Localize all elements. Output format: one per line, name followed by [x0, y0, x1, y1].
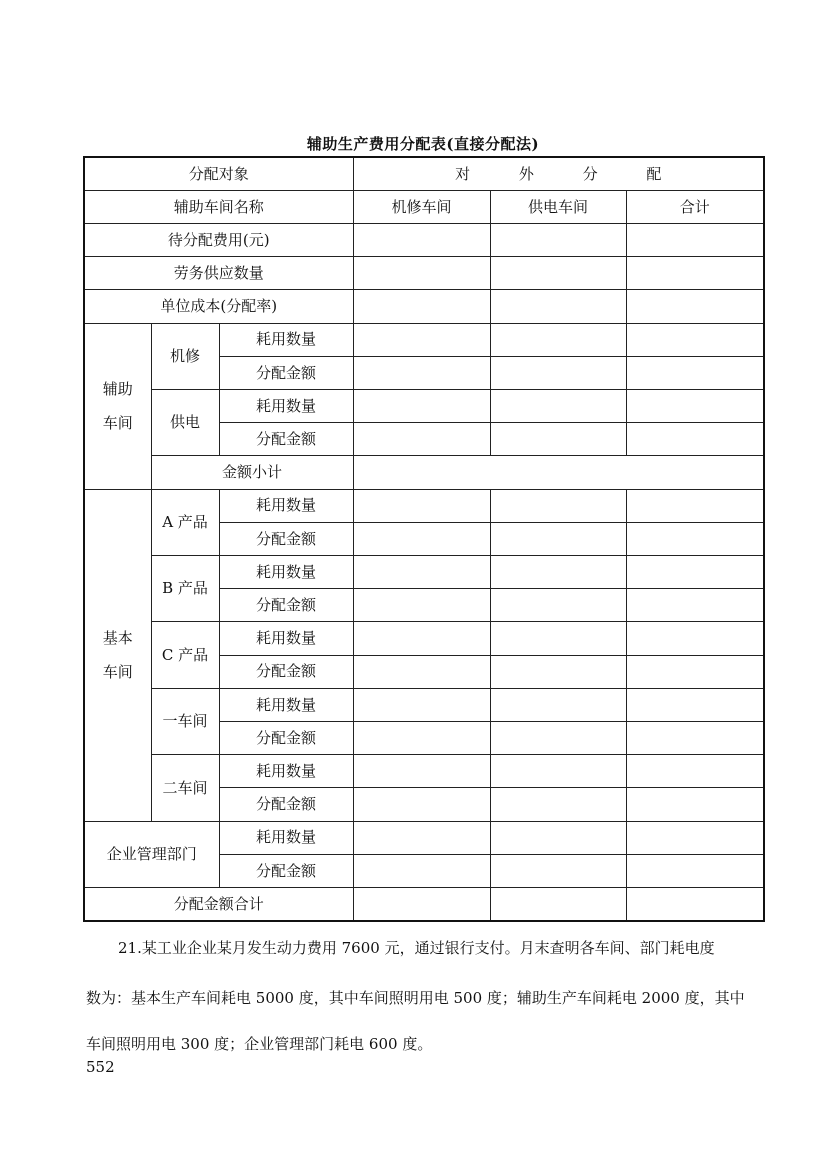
table-row [84, 821, 764, 854]
aux-item-repair: 机修 [151, 323, 219, 389]
table-cell [490, 688, 626, 721]
table-cell [490, 655, 626, 688]
table-row [84, 223, 764, 256]
row-label: 待分配费用(元) [84, 223, 353, 256]
basic-group-line2: 车间 [102, 663, 133, 682]
page-number: 552 [86, 1058, 115, 1076]
table-row [84, 456, 764, 489]
table-cell [490, 755, 626, 788]
table-row [84, 688, 764, 721]
alloc-object-header: 分配对象 [84, 157, 353, 190]
aux-group-line2: 车间 [102, 414, 133, 433]
table-cell [353, 887, 490, 921]
table-title: 辅助生产费用分配表(直接分配法) [306, 135, 540, 153]
row-label: 单位成本(分配率) [84, 290, 353, 323]
table-cell [626, 622, 764, 655]
usage-qty-label: 耗用数量 [219, 755, 353, 788]
aux-group-label [84, 323, 151, 489]
table-row [84, 290, 764, 323]
table-cell [490, 821, 626, 854]
table-cell [490, 389, 626, 422]
usage-qty-label: 耗用数量 [219, 821, 353, 854]
row-label: 劳务供应数量 [84, 257, 353, 290]
external-alloc-header: 对 外 分 配 [353, 157, 764, 190]
table-cell [490, 887, 626, 921]
problem-text-line1: 21.某工业企业某月发生动力费用 7600 元，通过银行支付。月末查明各车间、部门耗电度 [118, 939, 715, 957]
table-cell [626, 223, 764, 256]
management-label: 企业管理部门 [84, 821, 219, 887]
usage-qty-label: 耗用数量 [219, 323, 353, 356]
table-cell [353, 257, 490, 290]
table-cell [626, 887, 764, 921]
table-cell [353, 489, 490, 522]
alloc-amount-label: 分配金额 [219, 788, 353, 821]
usage-qty-label: 耗用数量 [219, 555, 353, 588]
table-cell [490, 522, 626, 555]
table-row [84, 257, 764, 290]
table-cell [626, 489, 764, 522]
table-cell [490, 290, 626, 323]
aux-item-power: 供电 [151, 389, 219, 455]
table-cell [353, 522, 490, 555]
table-cell [626, 721, 764, 754]
basic-item-c: C 产品 [151, 622, 219, 688]
col-power-header: 供电车间 [490, 190, 626, 223]
table-cell [490, 223, 626, 256]
table-cell [490, 489, 626, 522]
table-row [84, 489, 764, 522]
table-cell [626, 323, 764, 356]
table-cell [490, 854, 626, 887]
header-row-names [84, 190, 764, 223]
table-cell [626, 290, 764, 323]
table-cell [353, 423, 490, 456]
alloc-amount-label: 分配金额 [219, 356, 353, 389]
table-cell [626, 854, 764, 887]
table-cell [353, 589, 490, 622]
table-cell [353, 755, 490, 788]
table-cell [353, 456, 764, 489]
table-cell [626, 423, 764, 456]
table-row [84, 755, 764, 788]
table-row [84, 887, 764, 921]
col-repair-header: 机修车间 [353, 190, 490, 223]
table-row [84, 622, 764, 655]
alloc-amount-label: 分配金额 [219, 854, 353, 887]
grand-total-label: 分配金额合计 [84, 887, 353, 921]
table-cell [626, 821, 764, 854]
alloc-amount-label: 分配金额 [219, 423, 353, 456]
table-cell [490, 788, 626, 821]
table-cell [626, 688, 764, 721]
table-cell [353, 655, 490, 688]
table-cell [490, 323, 626, 356]
table-row [84, 323, 764, 356]
table-cell [490, 721, 626, 754]
table-cell [353, 356, 490, 389]
problem-text-line2: 数为：基本生产车间耗电 5000 度，其中车间照明用电 500 度；辅助生产车间耗电 2000 度，其中 [86, 989, 745, 1007]
aux-group-line1: 辅助 [102, 380, 133, 399]
basic-group-line1: 基本 [102, 629, 133, 648]
table-row [84, 389, 764, 422]
aux-workshop-name-header: 辅助车间名称 [84, 190, 353, 223]
table-cell [353, 821, 490, 854]
table-cell [490, 257, 626, 290]
table-cell [626, 356, 764, 389]
table-cell [353, 688, 490, 721]
col-total-header: 合计 [626, 190, 764, 223]
usage-qty-label: 耗用数量 [219, 688, 353, 721]
basic-item-b: B 产品 [151, 555, 219, 621]
problem-text-line3: 车间照明用电 300 度；企业管理部门耗电 600 度。 [86, 1035, 433, 1053]
table-cell [490, 356, 626, 389]
table-cell [626, 589, 764, 622]
alloc-amount-label: 分配金额 [219, 655, 353, 688]
subtotal-label: 金额小计 [151, 456, 353, 489]
table-cell [353, 721, 490, 754]
table-cell [353, 555, 490, 588]
table-cell [626, 389, 764, 422]
table-cell [626, 555, 764, 588]
table-cell [353, 223, 490, 256]
usage-qty-label: 耗用数量 [219, 389, 353, 422]
table-row [84, 555, 764, 588]
table-cell [490, 423, 626, 456]
table-cell [353, 788, 490, 821]
basic-item-ws2: 二车间 [151, 755, 219, 821]
table-cell [626, 755, 764, 788]
table-cell [626, 522, 764, 555]
alloc-amount-label: 分配金额 [219, 721, 353, 754]
basic-item-ws1: 一车间 [151, 688, 219, 754]
alloc-amount-label: 分配金额 [219, 522, 353, 555]
table-cell [490, 589, 626, 622]
alloc-amount-label: 分配金额 [219, 589, 353, 622]
usage-qty-label: 耗用数量 [219, 489, 353, 522]
table-cell [490, 622, 626, 655]
table-cell [626, 788, 764, 821]
allocation-table [83, 156, 765, 922]
usage-qty-label: 耗用数量 [219, 622, 353, 655]
table-cell [353, 389, 490, 422]
table-cell [353, 290, 490, 323]
header-row-object [84, 157, 764, 190]
table-cell [353, 622, 490, 655]
table-cell [626, 257, 764, 290]
basic-group-label [84, 489, 151, 821]
basic-item-a: A 产品 [151, 489, 219, 555]
table-cell [353, 854, 490, 887]
table-cell [353, 323, 490, 356]
table-cell [626, 655, 764, 688]
table-cell [490, 555, 626, 588]
